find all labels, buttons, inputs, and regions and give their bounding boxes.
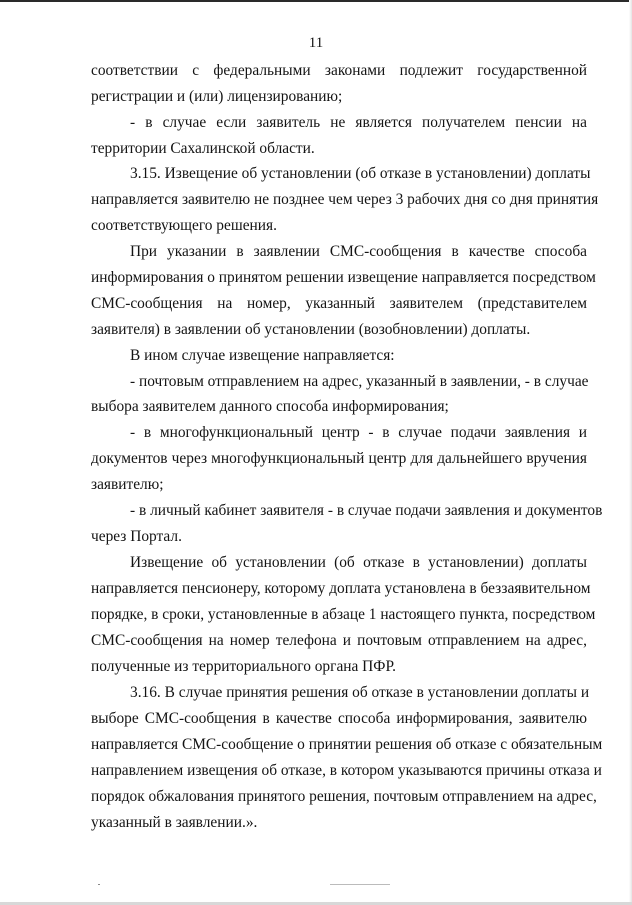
text-line: территории Сахалинской области. <box>91 140 315 157</box>
text-line: полученные из территориального органа ПФР. <box>91 658 396 675</box>
text-line: - почтовым отправлением на адрес, указанный в заявлении, - в случае <box>130 373 589 390</box>
page-number: 11 <box>308 35 324 51</box>
text-line: В ином случае извещение направляется: <box>130 347 395 364</box>
scan-speck <box>98 884 100 885</box>
scan-speck <box>330 884 390 885</box>
text-line: через Портал. <box>91 528 182 545</box>
text-line: 3.16. В случае принятия решения об отказе в установлении доплаты и <box>130 684 590 701</box>
text-line: выборе СМС-сообщения в качестве способа информирования, заявителю <box>91 710 587 727</box>
text-line: соответствии с федеральными законами подлежит государственной <box>91 62 587 79</box>
text-line: СМС-сообщения на номер, указанный заявителем (представителем <box>91 295 587 312</box>
text-line: - в случае если заявитель не является получателем пенсии на <box>130 114 587 131</box>
text-line: заявителю; <box>91 476 164 493</box>
text-line: направляется СМС-сообщение о принятии решения об отказе с обязательным <box>91 736 603 753</box>
text-line: указанный в заявлении.». <box>91 814 258 831</box>
text-line: направлением извещения об отказе, в котором указываются причины отказа и <box>91 762 602 779</box>
text-line: регистрации и (или) лицензированию; <box>91 88 343 105</box>
text-line: порядок обжалования принятого решения, почтовым отправлением на адрес, <box>91 788 597 805</box>
text-line: выбора заявителем данного способа информирования; <box>91 398 449 415</box>
text-line: При указании в заявлении СМС-сообщения в качестве способа <box>130 243 587 260</box>
text-line: документов через многофункциональный центр для дальнейшего вручения <box>91 450 587 467</box>
text-line: - в многофункциональный центр - в случае подачи заявления и <box>130 424 587 441</box>
text-line: заявителя) в заявлении об установлении (возобновлении) доплаты. <box>91 321 531 338</box>
text-line: порядке, в сроки, установленные в абзаце 1 настоящего пункта, посредством <box>91 606 596 623</box>
text-line: информирования о принятом решении извещение направляется посредством <box>91 269 596 286</box>
text-line: направляется заявителю не позднее чем через 3 рабочих дня со дня принятия <box>91 191 599 208</box>
text-line: соответствующего решения. <box>91 217 277 234</box>
text-line: СМС-сообщения на номер телефона и почтовым отправлением на адрес, <box>91 632 587 649</box>
text-line: - в личный кабинет заявителя - в случае подачи заявления и документов <box>130 502 603 519</box>
text-line: 3.15. Извещение об установлении (об отказе в установлении) доплаты <box>130 165 591 182</box>
text-line: Извещение об установлении (об отказе в установлении) доплаты <box>130 554 587 571</box>
text-line: направляется пенсионеру, которому доплата установлена в беззаявительном <box>91 580 591 597</box>
top-scan-border <box>0 0 632 2</box>
